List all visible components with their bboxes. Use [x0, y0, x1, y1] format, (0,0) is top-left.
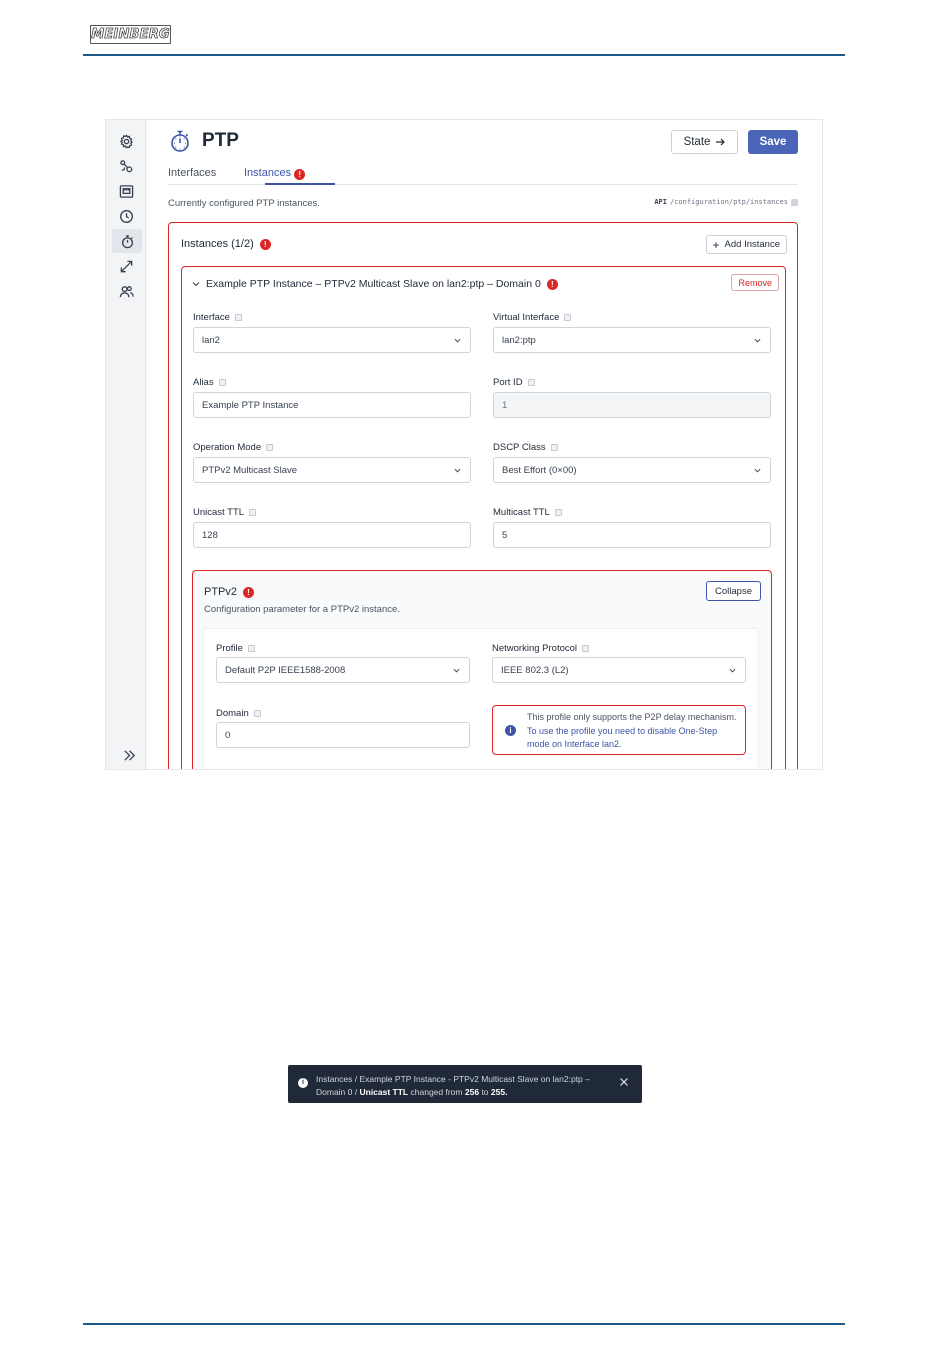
operation-mode-select[interactable] [193, 457, 471, 483]
port-id-label-text: Port ID [493, 377, 523, 388]
info-icon[interactable] [249, 509, 256, 516]
multicast-ttl-input[interactable] [493, 522, 771, 548]
collapse-button[interactable]: Collapse [706, 581, 761, 601]
alias-value: Example PTP Instance [202, 399, 299, 411]
profile-value: Default P2P IEEE1588-2008 [225, 664, 346, 676]
operation-mode-label-text: Operation Mode [193, 442, 262, 453]
port-id-label [493, 377, 535, 388]
instance-card [181, 266, 786, 770]
info-icon[interactable] [235, 314, 242, 321]
info-icon[interactable] [254, 710, 261, 717]
tab-instances-label: Instances [244, 167, 292, 179]
operation-mode-label [193, 442, 273, 453]
resize-arrows-icon[interactable] [115, 255, 137, 277]
alias-label-text: Alias [193, 377, 214, 388]
operation-mode-value: PTPv2 Multicast Slave [202, 464, 298, 476]
chevron-down-icon[interactable] [192, 280, 200, 288]
error-badge: ! [547, 279, 558, 290]
ptpv2-fields [203, 628, 759, 770]
ptp-screenshot [105, 119, 823, 770]
footer-rule [83, 1323, 845, 1325]
profile-label [216, 643, 255, 654]
networking-protocol-select[interactable] [492, 657, 746, 683]
tab-bar [168, 160, 798, 185]
toast-path: Instances / Example PTP Instance - PTPv2 Multicast Slave on lan2:ptp – Domain 0 / [316, 1074, 590, 1097]
alias-label [193, 377, 226, 388]
chevron-down-icon [754, 467, 761, 474]
interface-label-text: Interface [193, 312, 230, 323]
domain-value: 0 [225, 729, 231, 741]
stopwatch-icon [169, 129, 191, 153]
plus-icon: + [712, 237, 720, 252]
change-toast [288, 1065, 642, 1103]
users-icon[interactable] [115, 280, 137, 302]
info-icon: i [298, 1078, 308, 1088]
toast-old-value: 256 [464, 1086, 480, 1097]
state-button[interactable] [671, 130, 738, 154]
remove-button[interactable]: Remove [731, 274, 779, 291]
networking-protocol-label [492, 643, 589, 654]
alias-input[interactable] [193, 392, 471, 418]
info-icon[interactable] [551, 444, 558, 451]
domain-input[interactable] [216, 722, 470, 748]
dscp-class-value: Best Effort (0×00) [502, 464, 577, 476]
instance-title: Example PTP Instance – PTPv2 Multicast Slave on lan2:ptp – Domain 0 [206, 278, 541, 290]
info-icon[interactable] [564, 314, 571, 321]
interface-label [193, 312, 242, 323]
info-icon[interactable] [266, 444, 273, 451]
unicast-ttl-label [193, 507, 256, 518]
profile-label-text: Profile [216, 643, 243, 654]
virtual-interface-label [493, 312, 571, 323]
port-id-input [493, 392, 771, 418]
chevron-down-icon [454, 467, 461, 474]
stopwatch-icon[interactable] [112, 229, 142, 253]
profile-warning [492, 705, 746, 755]
chevrons-right-icon[interactable] [118, 744, 140, 766]
error-badge: ! [260, 239, 271, 250]
error-badge: ! [294, 169, 305, 180]
toast-to: to [481, 1086, 489, 1097]
chevron-down-icon [729, 667, 736, 674]
ptpv2-title [204, 586, 254, 598]
toast-changed-from: changed from [410, 1086, 463, 1097]
multicast-ttl-label-text: Multicast TTL [493, 507, 550, 518]
chevron-down-icon [754, 337, 761, 344]
ptpv2-section [192, 570, 772, 770]
copy-icon[interactable] [791, 199, 798, 206]
multicast-ttl-value: 5 [502, 529, 508, 541]
api-label: API [654, 198, 667, 206]
state-button-label: State [683, 136, 711, 148]
meinberg-logo: MEINBERG [91, 27, 170, 42]
add-instance-button[interactable] [706, 235, 787, 254]
info-icon[interactable] [582, 645, 589, 652]
info-icon[interactable] [528, 379, 535, 386]
profile-warning-text [527, 711, 737, 752]
gear-icon[interactable] [115, 130, 137, 152]
profile-warning-message: This profile only supports the P2P delay mechanism. [527, 712, 737, 722]
unicast-ttl-value: 128 [202, 529, 218, 541]
instance-header[interactable] [192, 278, 558, 290]
domain-label-text: Domain [216, 708, 249, 719]
toast-field: Unicast TTL [359, 1086, 409, 1097]
api-path[interactable] [654, 198, 798, 206]
dscp-class-select[interactable] [493, 457, 771, 483]
error-badge: ! [243, 587, 254, 598]
instances-panel [168, 222, 798, 770]
save-button[interactable]: Save [748, 130, 798, 154]
page-title: PTP [202, 130, 239, 151]
toast-message [316, 1073, 616, 1098]
main-content [147, 120, 823, 770]
instances-title-text: Instances (1/2) [181, 238, 254, 250]
close-icon[interactable] [619, 1077, 629, 1087]
interface-value: lan2 [202, 334, 220, 346]
active-tab-indicator [265, 183, 335, 185]
info-icon[interactable] [248, 645, 255, 652]
dscp-class-label-text: DSCP Class [493, 442, 546, 453]
disable-one-step-link[interactable]: To use the profile you need to disable One-Step mode on Interface lan2. [527, 725, 718, 749]
arrow-right-icon [715, 138, 725, 146]
network-icon[interactable] [115, 155, 137, 177]
info-icon[interactable] [555, 509, 562, 516]
interface-select[interactable] [193, 327, 471, 353]
tab-instances[interactable] [244, 167, 305, 180]
unicast-ttl-input[interactable] [193, 522, 471, 548]
domain-label [216, 708, 261, 719]
toast-new-value: 255. [490, 1086, 508, 1097]
ethernet-port-icon[interactable] [115, 180, 137, 202]
dscp-class-label [493, 442, 558, 453]
add-instance-label: Add Instance [724, 239, 780, 250]
virtual-interface-select[interactable] [493, 327, 771, 353]
virtual-interface-value: lan2:ptp [502, 334, 536, 346]
chevron-down-icon [453, 667, 460, 674]
profile-select[interactable] [216, 657, 470, 683]
networking-protocol-value: IEEE 802.3 (L2) [501, 664, 569, 676]
chevron-down-icon [454, 337, 461, 344]
api-path-text: /configuration/ptp/instances [669, 198, 788, 206]
ptpv2-title-text: PTPv2 [204, 586, 238, 598]
info-icon: i [505, 725, 516, 736]
networking-protocol-label-text: Networking Protocol [492, 643, 578, 654]
port-id-value: 1 [502, 399, 508, 411]
unicast-ttl-label-text: Unicast TTL [193, 507, 245, 518]
info-icon[interactable] [219, 379, 226, 386]
header-rule [83, 54, 845, 56]
sidebar [106, 120, 146, 770]
multicast-ttl-label [493, 507, 562, 518]
virtual-interface-label-text: Virtual Interface [493, 312, 560, 323]
tab-interfaces[interactable]: Interfaces [168, 167, 217, 179]
clock-icon[interactable] [115, 205, 137, 227]
intro-text: Currently configured PTP instances. [168, 198, 320, 209]
instances-title [181, 238, 271, 250]
ptpv2-description: Configuration parameter for a PTPv2 instance. [204, 604, 400, 615]
